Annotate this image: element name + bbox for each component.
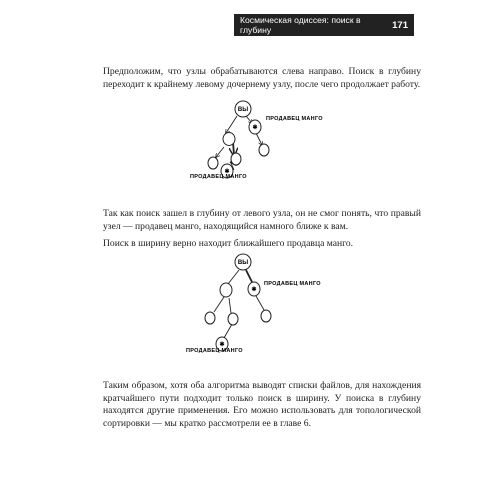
chapter-title: Космическая одиссея: поиск в глубину — [240, 15, 361, 35]
page-number: 171 — [392, 19, 408, 31]
edge — [228, 270, 239, 284]
edge — [229, 298, 231, 313]
root-label: ВЫ — [237, 107, 249, 113]
paragraph-conclusion: Таким образом, хотя оба алгоритма выводят списки файлов, для нахождения кратчайшего пути подходит только поиск в ширину. У поиска в глубину находятся другие применения. Его можно использовать для топологической сортировки — мы кратко рассмотрели ее в главе 6. — [103, 380, 421, 429]
seller-mark: ✱ — [224, 169, 230, 175]
edge — [224, 324, 232, 338]
paragraph-bfs: Поиск в ширину верно находит ближайшего продавца манго. — [103, 238, 354, 249]
tree-node — [261, 310, 271, 322]
tree-node — [205, 312, 215, 324]
tree-node — [228, 313, 238, 325]
edge-path — [246, 270, 252, 282]
label-seller-left: ПРОДАВЕЦ МАНГО — [186, 348, 243, 354]
label-seller-right: ПРОДАВЕЦ МАНГО — [266, 116, 323, 122]
root-label: ВЫ — [237, 260, 249, 266]
edge — [214, 297, 224, 312]
seller-mark: ✱ — [252, 125, 258, 131]
paragraph-dfs-intro: Предположим, что узлы обрабатываются слева направо. Поиск в глубину переходит к крайнему левому дочернему узлу, после чего продолжает работу. — [103, 66, 421, 90]
seller-mark: ✱ — [251, 287, 257, 293]
edge — [256, 296, 264, 310]
tree-node — [220, 283, 232, 297]
paragraph-dfs-problem: Так как поиск зашел в глубину от левого узла, он не смог понять, что правый узел — продавец манго, находящийся намного ближе к вам. — [103, 208, 421, 232]
label-seller-right: ПРОДАВЕЦ МАНГО — [264, 281, 321, 287]
seller-mark: ✱ — [219, 342, 225, 348]
label-seller-left: ПРОДАВЕЦ МАНГО — [190, 174, 247, 180]
